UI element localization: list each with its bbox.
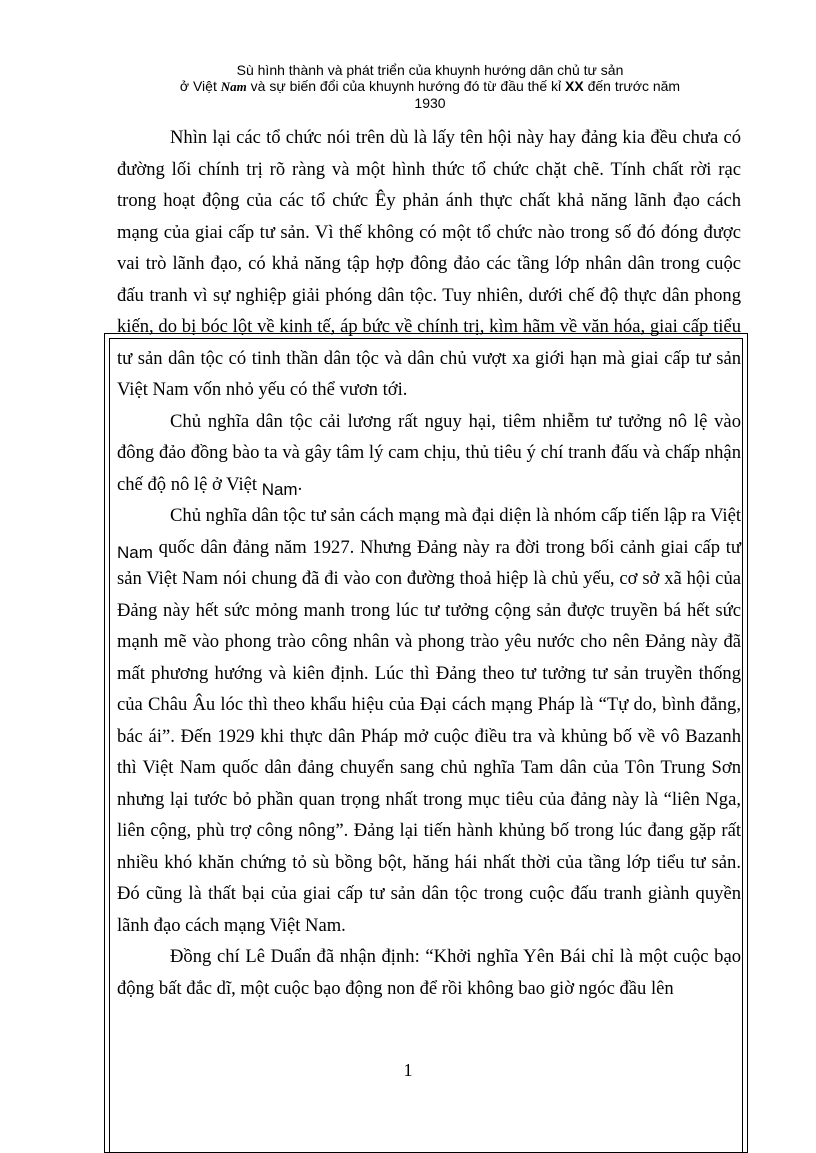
header-nam-word: Nam <box>220 79 247 94</box>
running-header <box>120 62 740 111</box>
paragraph-2-text: Chủ nghĩa dân tộc cải lương rất nguy hại, tiêm nhiễm tư tưởng nô lệ vào đông đảo đồng bào ta và gây tâm lý cam chịu, thủ tiêu ý chí tranh đấu và chấp nhận chế độ nô lệ ở Việt <box>117 410 741 495</box>
paragraph-2 <box>117 406 741 501</box>
paragraph-2-nam: Nam <box>261 479 298 499</box>
paragraph-3 <box>117 500 741 941</box>
header-line-3: 1930 <box>414 95 446 111</box>
header-century: XX <box>565 78 584 94</box>
paragraph-1: Nhìn lại các tổ chức nói trên dù là lấy tên hội này hay đảng kia đều chưa có đường lối chính trị rõ ràng và một hình thức tổ chức chặt chẽ. Tính chất rời rạc trong hoạt động của các tổ chức Êy phản ánh thực chất khả năng lãnh đạo cách mạng của giai cấp tư sản. Vì thế không có một tổ chức nào trong số đó đóng được vai trò lãnh đạo, có khả năng tập hợp đông đảo các tầng lớp nhân dân trong cuộc đấu tranh vì sự nghiệp giải phóng dân tộc. Tuy nhiên, dưới chế độ thực dân phong kiến, do bị bóc lột về kinh tế, áp bức về chính trị, kìm hãm về văn hóa, giai cấp tiểu tư sản dân tộc có tinh thần dân tộc và dân chủ vượt xa giới hạn mà giai cấp tư sản Việt Nam vốn nhỏ yếu có thể vươn tới. <box>117 127 741 400</box>
document-body <box>117 122 741 1004</box>
page-number: 1 <box>403 1060 413 1080</box>
header-line-2 <box>120 78 740 95</box>
header-line-2-start: ở Việt <box>179 78 221 94</box>
paragraph-3-nam: Nam <box>117 542 153 562</box>
header-line-1: Sù hình thành và phát triển của khuynh hướng dân chủ tư sản <box>236 62 624 78</box>
paragraph-3-text: quốc dân đảng năm 1927. Nhưng Đảng này ra đời trong bối cảnh giai cấp tư sản Việt Nam nói chung đã đi vào con đường thoả hiệp là chủ yếu, cơ sở xã hội của Đảng này hết sức mỏng manh trong lúc tư tưởng cộng sản được truyền bá hết sức mạnh mẽ vào phong trào công nhân và phong trào yêu nước cho nên Đảng này đã mất phương hướng và kiên định. Lúc thì Đảng theo tư tưởng tư sản truyền thống của Châu Âu lóc thì theo khẩu hiệu của Đại cách mạng Pháp là “Tự do, bình đẳng, bác ái”. Đến 1929 khi thực dân Pháp mở cuộc điều tra và khủng bố về vô Bazanh thì Việt Nam quốc dân đảng chuyển sang chủ nghĩa Tam dân của Tôn Trung Sơn nhưng lại tước bỏ phần quan trọng nhất trong mục tiêu của đảng này là “liên Nga, liên cộng, phù trợ công nông”. Đảng lại tiến hành khủng bố trong lúc đang gặp rất nhiều khó khăn chứng tỏ sù bồng bột, hăng hái nhất thời của tầng lớp tiểu tư sản. Đó cũng là thất bại của giai cấp tư sản dân tộc trong cuộc đấu tranh giành quyền lãnh đạo cách mạng Việt Nam. <box>117 536 741 936</box>
paragraph-2-end: . <box>297 473 303 495</box>
paragraph-4: Đồng chí Lê Duẩn đã nhận định: “Khởi nghĩa Yên Bái chỉ là một cuộc bạo động bất đắc dĩ, một cuộc bạo động non để rồi không bao giờ ngóc đầu lên <box>117 946 741 999</box>
header-line-2-end: đến trước năm <box>583 78 681 94</box>
paragraph-3-start: Chủ nghĩa dân tộc tư sản cách mạng mà đại diện là nhóm cấp tiến lập ra Việt <box>170 505 741 526</box>
header-line-2-middle: và sự biến đổi của khuynh hướng đó từ đầu thế kỉ <box>246 78 566 94</box>
